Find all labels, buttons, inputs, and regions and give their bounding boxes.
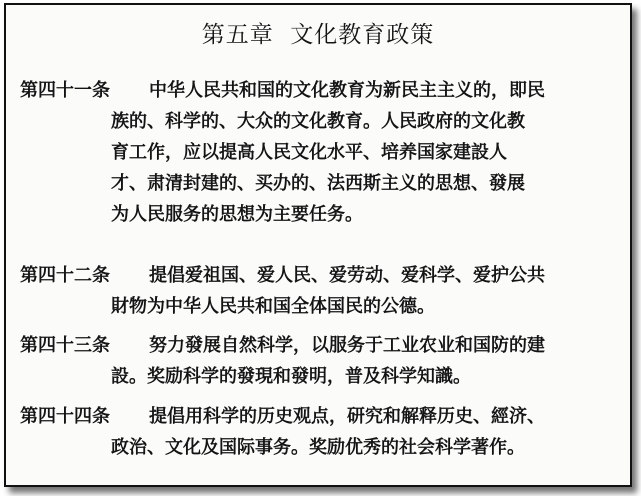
chapter-title: 第五章 文化教育政策 <box>201 22 435 48</box>
article-line: 設。奖励科学的發現和發明，普及科学知識。 <box>111 366 471 387</box>
article-line: 提倡用科学的历史观点，研究和解释历史、經济、 <box>149 406 545 427</box>
article-line: 努力發展自然科学，以服务于工业农业和国防的建 <box>149 335 545 356</box>
article-line: 族的、科学的、大众的文化教育。人民政府的文化教 <box>111 111 525 132</box>
article-line: 才、肃清封建的、买办的、法西斯主义的思想、發展 <box>111 173 525 194</box>
article-label: 第四十三条 <box>20 335 110 356</box>
document-page <box>4 3 632 487</box>
article-body <box>111 330 621 392</box>
article-line: 育工作，应以提高人民文化水平、培养国家建設人 <box>111 142 507 163</box>
article-label: 第四十一条 <box>20 80 110 101</box>
article-line: 提倡爱祖国、爱人民、爱劳动、爱科学、爱护公共 <box>149 265 545 286</box>
article-label: 第四十二条 <box>20 265 110 286</box>
article-line: 为人民服务的思想为主要任务。 <box>111 204 363 225</box>
article-body <box>111 260 621 322</box>
article-body <box>111 401 621 463</box>
article-line: 中华人民共和国的文化教育为新民主主义的，即民 <box>149 80 545 101</box>
article-body <box>111 75 621 230</box>
article-line: 財物为中华人民共和国全体国民的公德。 <box>111 296 435 317</box>
article-line: 政治、文化及国际事务。奖励优秀的社会科学著作。 <box>111 437 525 458</box>
article-label: 第四十四条 <box>20 406 110 427</box>
